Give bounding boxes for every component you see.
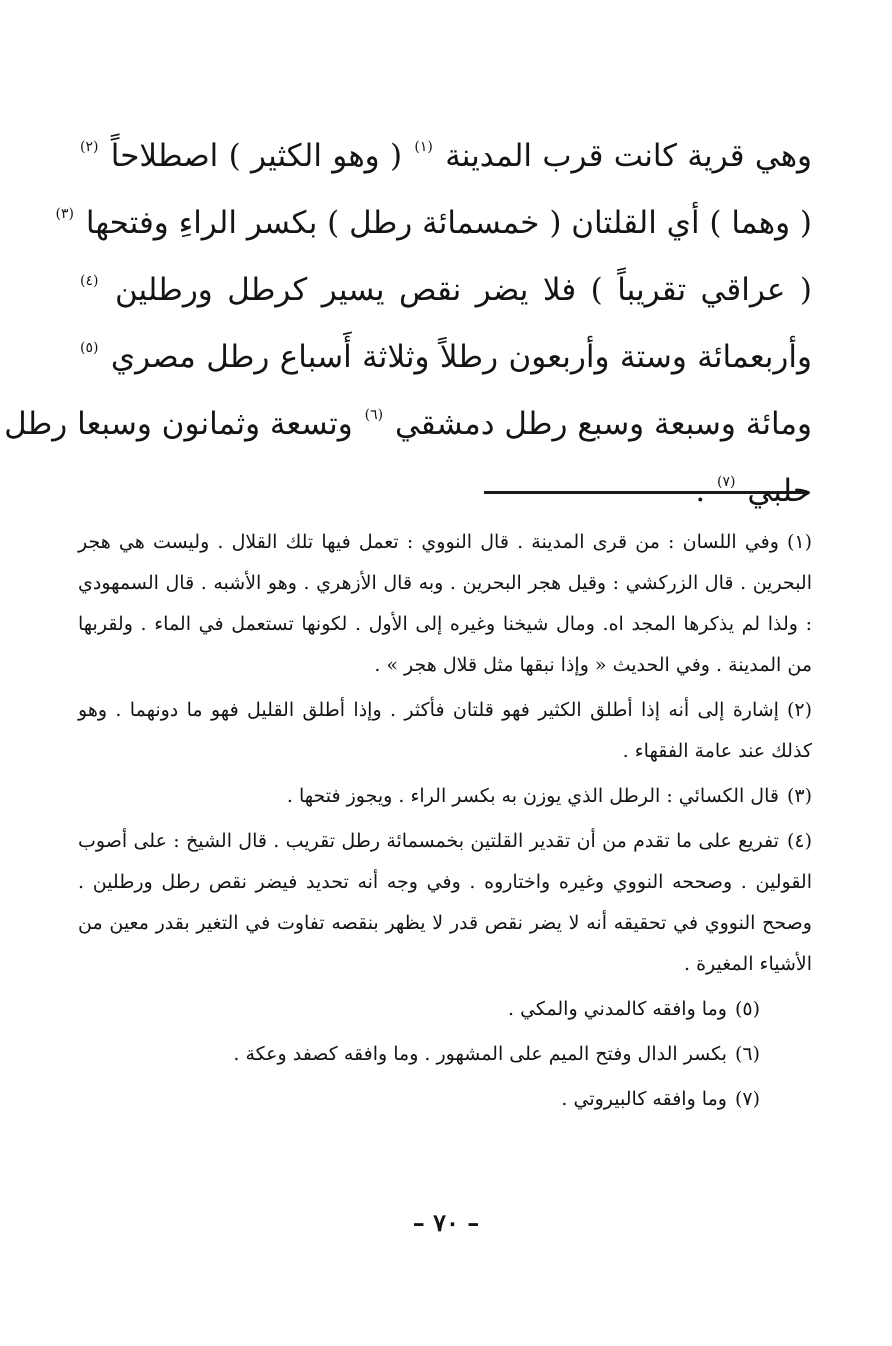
footnote-reference: (٦) [364, 407, 384, 423]
main-text-line [78, 319, 812, 386]
footnotes [78, 522, 812, 1124]
footnote-number: (٦) [734, 1043, 760, 1065]
main-text-segment: وأربعمائة وستة وأربعون رطلاً وثلاثة أَسباع رطل مصري [110, 339, 812, 375]
main-text-line [78, 252, 812, 319]
footnote-number: (٤) [786, 830, 812, 852]
main-text-segment: وهي قرية كانت قرب المدينة [445, 138, 813, 174]
main-text-line [78, 118, 812, 185]
main-text-segment: . [695, 473, 706, 509]
footnote-number: (٥) [734, 998, 760, 1020]
main-text-segment: وتسعة وثمانون وسبعا رطل [4, 406, 353, 442]
main-text-segment: ( وهو الكثير ) اصطلاحاً [110, 138, 403, 174]
main-text-line [4, 386, 812, 453]
main-text-segment: ( وهما ) أي القلتان ( خمسمائة رطل ) بكسر الراءِ وفتحها [85, 205, 812, 241]
footnote-reference: (٣) [55, 206, 75, 222]
footnote-number: (٢) [786, 699, 813, 721]
footnote-text: بكسر الدال وفتح الميم على المشهور . وما وافقه كصفد وعكة . [233, 1043, 727, 1065]
footnote-text: تفريع على ما تقدم من أن تقدير القلتين بخمسمائة رطل تقريب . قال الشيخ : على أصوب القولين . وصححه النووي وغيره واختاروه . وفي وجه أنه تحديد فيضر نقص رطل ورطلين . وصحح النووي في تحقيقه أنه لا يضر نقص قدر لا يظهر بنقصه تفاوت في التغير بقدر معين من الأشياء المغيرة . [78, 830, 812, 975]
footnote [78, 1079, 812, 1120]
main-text [4, 118, 813, 520]
footnote-reference: (٢) [80, 139, 99, 155]
footnote [78, 1034, 812, 1075]
footnote-text: وما وافقه كالمدني والمكي . [508, 998, 727, 1020]
footnote-text: وما وافقه كالبيروتي . [561, 1088, 727, 1110]
main-text-segment: ومائة وسبعة وسبع رطل دمشقي [394, 406, 812, 442]
main-text-segment: ( عراقي تقريباً ) فلا يضر نقص يسير كرطل ورطلين [114, 272, 812, 308]
footnote-text: قال الكسائي : الرطل الذي يوزن به بكسر الراء . ويجوز فتحها . [286, 785, 779, 807]
footnote-separator-rule [484, 491, 806, 494]
footnote-number: (٣) [786, 785, 812, 807]
footnote-number: (٧) [734, 1088, 760, 1110]
main-text-line [55, 185, 812, 252]
footnote [78, 821, 812, 985]
footnote-number: (١) [786, 531, 812, 553]
footnote-reference: (٥) [80, 340, 99, 356]
page-number: – ٧٠ – [412, 1208, 480, 1237]
footnote [78, 522, 812, 686]
footnote-reference: (٤) [80, 273, 99, 289]
main-text-line [692, 453, 812, 520]
footnote-reference: (٧) [717, 474, 736, 490]
footnote [78, 690, 812, 772]
footnote-text: وفي اللسان : من قرى المدينة . قال النووي : تعمل فيها تلك القلال . وليست هي هجر البحرين . قال الزركشي : وقيل هجر البحرين . وبه قال الأزهري . وهو الأشبه . قال السمهودي : ولذا لم يذكرها المجد اه. ومال شيخنا وغيره إلى الأول . لكونها تستعمل في الماء . ولقربها من المدينة . وفي الحديث « وإذا نبقها مثل قلال هجر » . [78, 531, 812, 676]
footnote [78, 989, 812, 1030]
main-text-segment: حلبي [747, 473, 812, 509]
footnote-reference: (١) [414, 139, 433, 155]
footnote [78, 776, 812, 817]
footnote-text: إشارة إلى أنه إذا أطلق الكثير فهو قلتان فأكثر . وإذا أطلق القليل فهو ما دونهما . وهو كذلك عند عامة الفقهاء . [78, 699, 812, 762]
